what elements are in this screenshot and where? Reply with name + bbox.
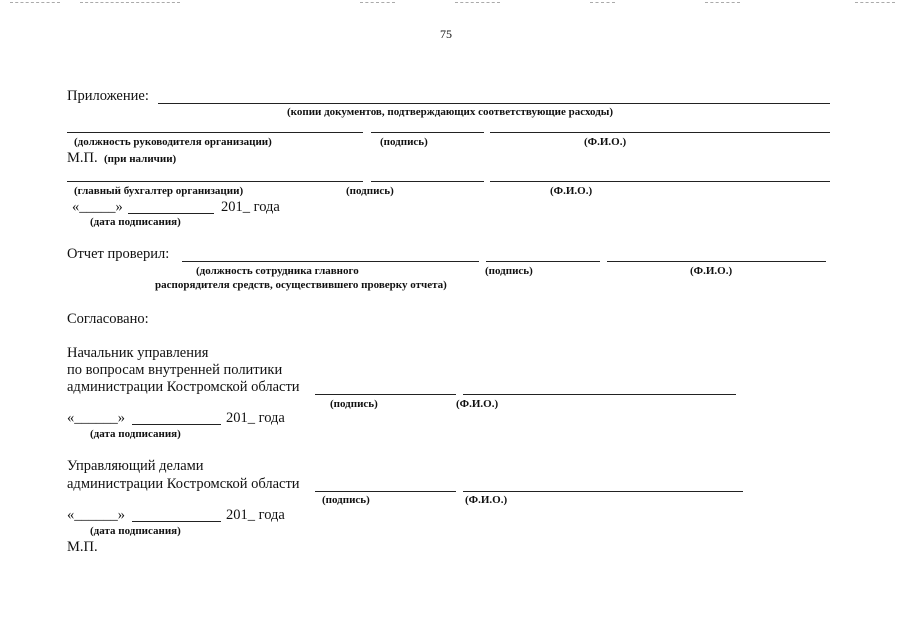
accountant-date-line	[128, 213, 214, 214]
verified-signature-line	[486, 261, 600, 262]
accountant-date-caption: (дата подписания)	[90, 216, 181, 228]
scan-artifact	[455, 2, 500, 3]
head-signature-caption: (подпись)	[380, 136, 428, 148]
policy-head-line2: по вопросам внутренней политики	[67, 362, 283, 378]
head-signature-line	[371, 132, 484, 133]
policy-head-line3: администрации Костромской области	[67, 379, 300, 395]
policy-head-signature-line	[315, 394, 456, 395]
affairs-manager-date-caption: (дата подписания)	[90, 525, 181, 537]
policy-head-date-prefix: «______»	[67, 410, 125, 426]
policy-head-date-year: 201_ года	[226, 410, 285, 426]
affairs-manager-line1: Управляющий делами	[67, 458, 204, 474]
affairs-manager-line2: администрации Костромской области	[67, 476, 300, 492]
approved-label: Согласовано:	[67, 311, 149, 327]
scan-artifact	[855, 2, 895, 3]
head-position-caption: (должность руководителя организации)	[74, 136, 272, 148]
verified-label: Отчет проверил:	[67, 246, 170, 262]
appendix-label: Приложение:	[67, 88, 149, 104]
policy-head-name-line	[463, 394, 736, 395]
affairs-manager-stamp-label: М.П.	[67, 539, 98, 555]
policy-head-date-line	[132, 424, 221, 425]
affairs-manager-date-line	[132, 521, 221, 522]
verified-position-line	[182, 261, 479, 262]
stamp-note: (при наличии)	[104, 153, 177, 165]
verified-position-caption-2: распорядителя средств, осуществившего проверку отчета)	[155, 279, 447, 291]
scan-artifact	[360, 2, 395, 3]
affairs-manager-signature-line	[315, 491, 456, 492]
scan-artifact	[10, 2, 60, 3]
accountant-date-prefix: «_____»	[72, 199, 123, 215]
affairs-manager-date-year: 201_ года	[226, 507, 285, 523]
affairs-manager-name-line	[463, 491, 743, 492]
affairs-manager-name-caption: (Ф.И.О.)	[465, 494, 508, 506]
policy-head-date-caption: (дата подписания)	[90, 428, 181, 440]
stamp-label: М.П.	[67, 150, 98, 166]
head-position-line	[67, 132, 363, 133]
verified-position-caption-1: (должность сотрудника главного	[196, 265, 359, 277]
policy-head-name-caption: (Ф.И.О.)	[456, 398, 499, 410]
accountant-signature-caption: (подпись)	[346, 185, 394, 197]
scan-artifact	[705, 2, 740, 3]
page-number: 75	[440, 27, 452, 41]
policy-head-line1: Начальник управления	[67, 345, 209, 361]
head-name-caption: (Ф.И.О.)	[584, 136, 627, 148]
affairs-manager-date-prefix: «______»	[67, 507, 125, 523]
appendix-line	[158, 103, 830, 104]
verified-name-line	[607, 261, 826, 262]
accountant-signature-line	[371, 181, 484, 182]
accountant-position-line	[67, 181, 363, 182]
accountant-date-year: 201_ года	[221, 199, 280, 215]
verified-name-caption: (Ф.И.О.)	[690, 265, 733, 277]
accountant-name-line	[490, 181, 830, 182]
scan-artifact	[80, 2, 180, 3]
affairs-manager-signature-caption: (подпись)	[322, 494, 370, 506]
accountant-position-caption: (главный бухгалтер организации)	[74, 185, 244, 197]
accountant-name-caption: (Ф.И.О.)	[550, 185, 593, 197]
appendix-caption: (копии документов, подтверждающих соответствующие расходы)	[287, 106, 614, 118]
policy-head-signature-caption: (подпись)	[330, 398, 378, 410]
scan-artifact	[590, 2, 615, 3]
verified-signature-caption: (подпись)	[485, 265, 533, 277]
head-name-line	[490, 132, 830, 133]
